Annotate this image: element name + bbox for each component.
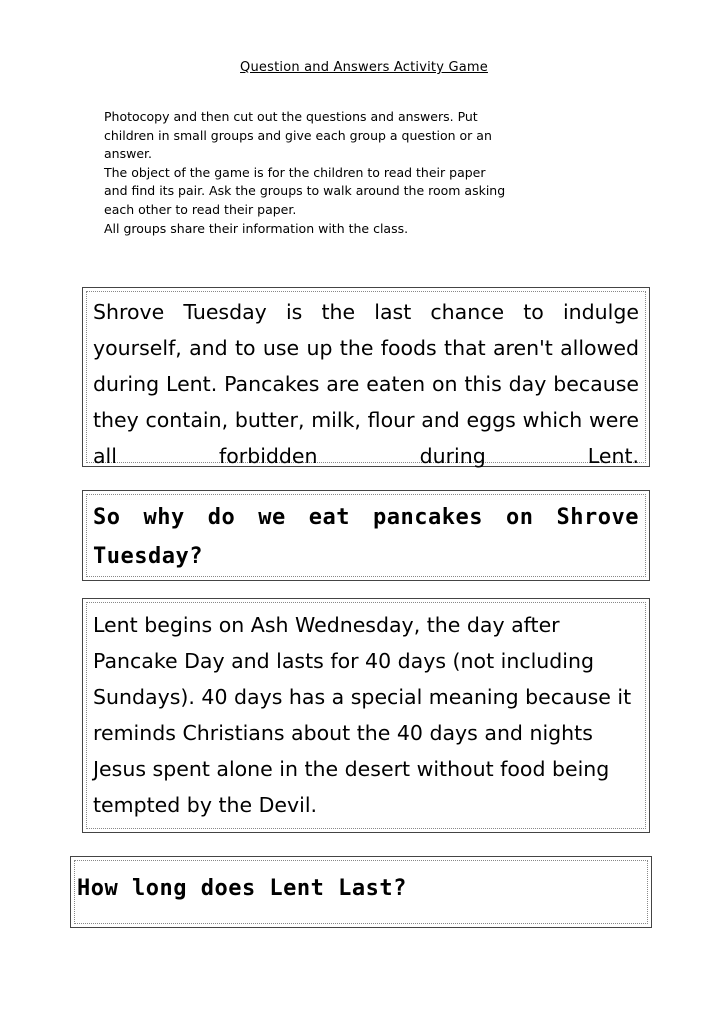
card-text: How long does Lent Last? <box>77 876 407 901</box>
instruction-line: All groups share their information with the class. <box>104 220 409 236</box>
question-card-lent-length <box>70 856 652 928</box>
card-text: So why do we eat pancakes on Shrove Tuesday? <box>93 505 639 569</box>
card-text: Shrove Tuesday is the last chance to indulge yourself, and to use up the foods that aren't allowed during Lent. Pancakes are eaten on this day because they contain, butter, milk, flour and eggs which were all forbidden during Lent. <box>93 300 639 468</box>
instruction-line: answer. <box>104 146 152 162</box>
instructions <box>104 108 624 238</box>
instruction-line: Photocopy and then cut out the questions and answers. Put <box>104 109 478 124</box>
instruction-line: each other to read their paper. <box>104 201 297 217</box>
instruction-line: and find its pair. Ask the groups to walk around the room asking <box>104 183 506 199</box>
title-text: Question and Answers Activity Game <box>240 60 488 75</box>
question-card-pancakes <box>82 490 650 581</box>
card-text: Lent begins on Ash Wednesday, the day after Pancake Day and lasts for 40 days (not including Sundays). 40 days has a special meaning because it reminds Christians about the 40 days and nights Jesus spent alone in the desert without food being tempted by the Devil. <box>93 613 632 817</box>
answer-card-lent <box>82 598 650 833</box>
instruction-line: The object of the game is for the children to read their paper <box>104 164 486 180</box>
page-title <box>0 60 728 75</box>
instruction-line: children in small groups and give each group a question or an <box>104 127 492 143</box>
answer-card-shrove-tuesday <box>82 287 650 467</box>
